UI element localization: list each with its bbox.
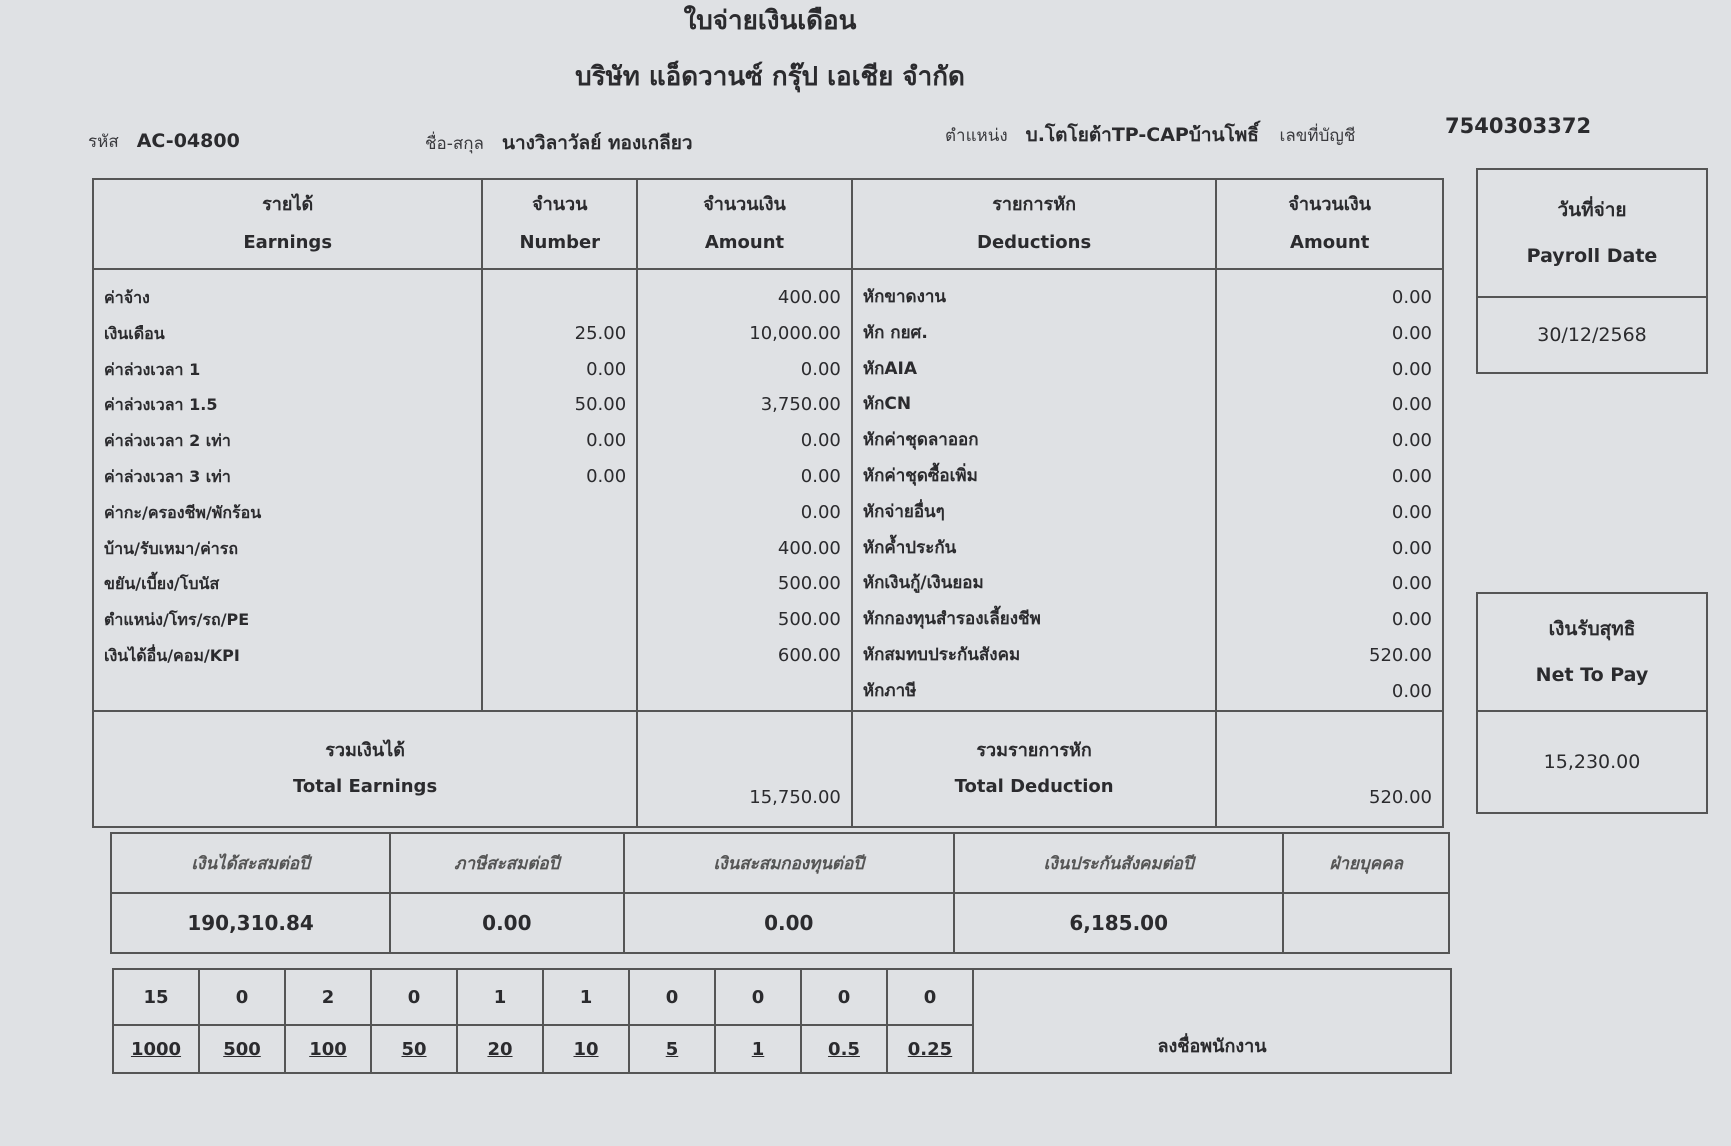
denomination-table [112,968,1452,1074]
denomination-value: 0.25 [907,1038,953,1060]
denomination-value: 1000 [130,1038,182,1060]
earning-number: 0.00 [586,430,627,452]
ytd-header: เงินประกันสังคมต่อปี [954,833,1283,893]
earning-amount: 0.00 [800,358,841,380]
deduction-amount: 0.00 [1391,322,1432,344]
col-number-header: จำนวน Number [482,179,637,269]
ytd-summary-table [110,832,1450,954]
company-name: บริษัท แอ็ดวานซ์ กรุ๊ป เอเชีย จำกัด [575,62,965,92]
denomination-count: 0 [801,969,887,1025]
denomination-count: 1 [457,969,543,1025]
deduction-amount: 0.00 [1391,287,1432,308]
denomination-value-cell [801,1025,887,1073]
earning-amount: 400.00 [777,287,841,308]
earnings-numbers [482,269,637,711]
earning-amount: 3,750.00 [760,394,841,416]
deduction-label: หักจ่ายอื่นๆ [862,501,945,522]
net-pay-value: 15,230.00 [1543,751,1641,773]
deduction-amount: 0.00 [1391,465,1432,487]
deduction-amounts [1216,269,1443,711]
employee-code [88,128,240,155]
net-pay-header: เงินรับสุทธิ Net To Pay [1478,594,1706,712]
denomination-value-cell [457,1025,543,1073]
earnings-deductions-table [92,178,1444,828]
denomination-count: 0 [199,969,285,1025]
earning-label: เงินเดือน [104,323,165,343]
deduction-amount: 0.00 [1391,573,1432,595]
denomination-value-cell [285,1025,371,1073]
denomination-count: 1 [543,969,629,1025]
earning-amount: 10,000.00 [749,322,841,344]
denomination-value: 100 [309,1038,347,1060]
employee-name-value: นางวิลาวัลย์ ทองเกลียว [501,132,693,154]
employee-position-label: ตำแหน่ง [945,126,1008,146]
denomination-value-cell [715,1025,801,1073]
employee-name-label: ชื่อ-สกุล [425,134,484,154]
denomination-count: 0 [371,969,457,1025]
earning-number: 50.00 [574,394,627,416]
denomination-value: 5 [665,1038,679,1060]
payroll-date-value: 30/12/2568 [1537,324,1647,346]
total-earnings-label: รวมเงินได้ Total Earnings [93,711,637,827]
earning-number: 25.00 [574,322,627,344]
denomination-count: 0 [715,969,801,1025]
earning-label: ค่าล่วงเวลา 1.5 [104,395,218,415]
denomination-count: 0 [887,969,973,1025]
denomination-value-cell [629,1025,715,1073]
employee-code-value: AC-04800 [136,130,240,152]
col-deductions-header: รายการหัก Deductions [852,179,1216,269]
ytd-value: 0.00 [390,893,623,953]
ytd-value: 6,185.00 [954,893,1283,953]
deduction-label: หักสมทบประกันสังคม [862,644,1021,665]
ytd-header: ภาษีสะสมต่อปี [390,833,623,893]
earning-label: เงินได้อื่น/คอม/KPI [104,645,240,665]
deduction-label: หัก กยศ. [862,322,928,343]
col-amount2-header: จำนวนเงิน Amount [1216,179,1443,269]
deduction-label: หักกองทุนสำรองเลี้ยงชีพ [862,609,1041,630]
denomination-value-cell [371,1025,457,1073]
total-deduction-label: รวมรายการหัก Total Deduction [852,711,1216,827]
col-amount-header: จำนวนเงิน Amount [637,179,852,269]
denomination-value-cell [887,1025,973,1073]
payroll-date-header: วันที่จ่าย Payroll Date [1478,170,1706,298]
denomination-value: 50 [401,1038,427,1060]
denomination-count: 15 [113,969,199,1025]
col-earnings-header: รายได้ Earnings [93,179,482,269]
denomination-value: 10 [573,1038,599,1060]
employee-position [945,120,1373,150]
deduction-labels [852,269,1216,711]
earning-label: ค่าล่วงเวลา 1 [104,359,201,379]
deduction-label: หักค้ำประกัน [862,537,957,558]
earning-number [493,602,626,638]
earning-amount: 0.00 [800,430,841,452]
employee-position-value: บ.โตโยต้าTP-CAPบ้านโพธิ์ [1025,124,1259,146]
deduction-amount: 0.00 [1391,430,1432,452]
earning-amount: 500.00 [777,573,841,595]
denomination-value: 1 [751,1038,765,1060]
employee-code-label: รหัส [88,132,119,152]
ytd-value: 190,310.84 [111,893,390,953]
employee-signature: ลงชื่อพนักงาน [973,969,1451,1073]
denomination-value-cell [543,1025,629,1073]
employee-name [425,128,693,158]
earning-number [493,531,626,567]
earning-label: ตำแหน่ง/โทร/รถ/PE [104,610,250,630]
earning-label: ค่าล่วงเวลา 2 เท่า [104,431,231,451]
denomination-value: 0.5 [828,1038,860,1060]
earning-label: ขยัน/เบี้ยง/โบนัส [104,574,220,594]
denomination-count: 0 [629,969,715,1025]
deduction-amount: 0.00 [1391,680,1432,702]
ytd-header: เงินสะสมกองทุนต่อปี [624,833,954,893]
earning-amount: 0.00 [800,465,841,487]
earnings-amounts [637,269,852,711]
earning-amount: 600.00 [777,644,841,666]
net-pay-box [1476,592,1708,814]
deduction-amount: 0.00 [1391,358,1432,380]
earning-label: ค่ากะ/ครองชีพ/พักร้อน [104,502,262,522]
earnings-labels [93,269,482,711]
earning-number [493,638,626,674]
deduction-amount: 0.00 [1391,501,1432,523]
deduction-label: หักCN [862,394,912,415]
payslip-title: ใบจ่ายเงินเดือน [683,6,857,36]
ytd-header: ฝ่ายบุคคล [1283,833,1449,893]
ytd-value: 0.00 [624,893,954,953]
account-number: 7540303372 [1445,114,1592,138]
earning-number [493,566,626,602]
deduction-label: หักภาษี [862,680,917,701]
earning-label: บ้าน/รับเหมา/ค่ารถ [104,538,239,558]
earning-number: 0.00 [586,465,627,487]
account-label: เลขที่บัญชี [1279,126,1356,146]
ytd-header: เงินได้สะสมต่อปี [111,833,390,893]
earning-amount: 400.00 [777,537,841,559]
total-earnings-value: 15,750.00 [637,711,852,827]
earning-number: 0.00 [586,358,627,380]
total-deduction-value: 520.00 [1216,711,1443,827]
earning-number [493,280,626,316]
payroll-date-box [1476,168,1708,374]
earning-amount: 500.00 [777,609,841,631]
deduction-label: หักค่าชุดซื้อเพิ่ม [862,465,978,486]
denomination-count: 2 [285,969,371,1025]
earning-amount: 0.00 [800,501,841,523]
denomination-value: 20 [487,1038,513,1060]
earning-label: ค่าจ้าง [104,288,150,307]
deduction-amount: 520.00 [1369,644,1432,666]
deduction-label: หักขาดงาน [862,287,947,307]
ytd-value [1283,893,1449,953]
deduction-amount: 0.00 [1391,609,1432,631]
deduction-amount: 0.00 [1391,394,1432,416]
deduction-amount: 0.00 [1391,537,1432,559]
earning-label: ค่าล่วงเวลา 3 เท่า [104,466,231,486]
deduction-label: หักAIA [862,358,917,379]
deduction-label: หักค่าชุดลาออก [862,430,979,451]
denomination-value-cell [199,1025,285,1073]
deduction-label: หักเงินกู้/เงินยอม [862,573,984,594]
denomination-value: 500 [223,1038,261,1060]
earning-number [493,495,626,531]
denomination-value-cell [113,1025,199,1073]
